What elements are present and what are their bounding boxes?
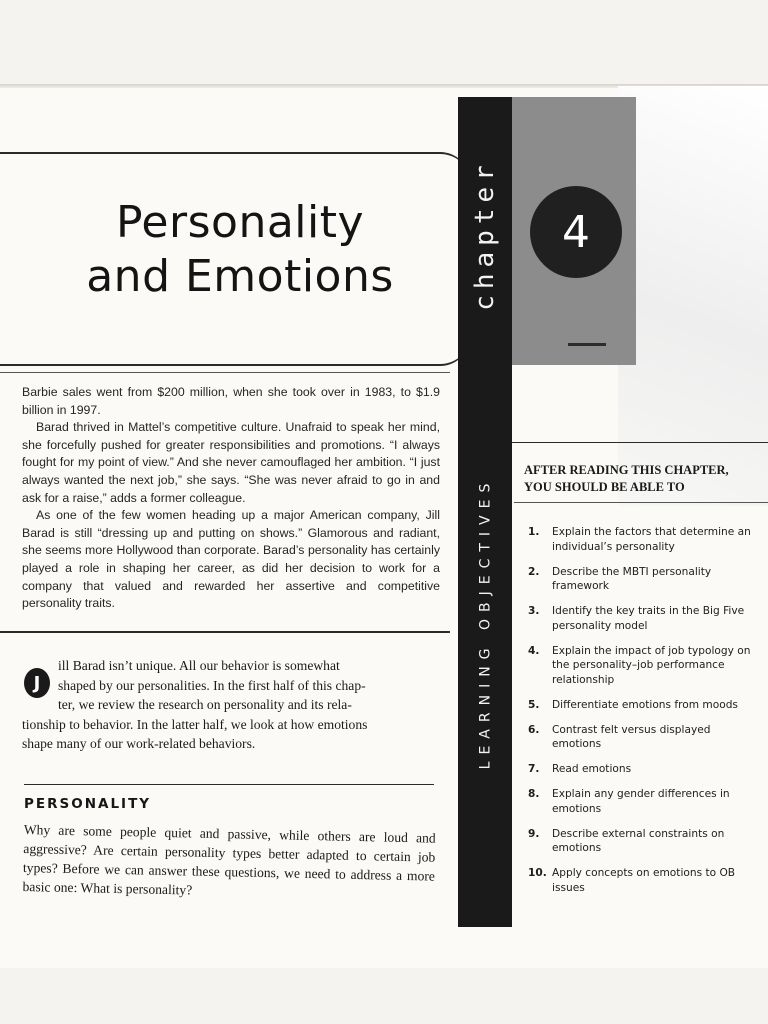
- intro-paragraph-1: Barbie sales went from $200 million, when she took over in 1983, to $1.9 billion in 1997.: [22, 385, 440, 417]
- objective-item: [524, 698, 760, 713]
- intro-paragraph-3: As one of the few women heading up a major American company, Jill Barad is still “dressing up and putting on shows.” Glamorous and radiant, she seems more Hollywood than corporate. Barad’s personality has certainly played a role in shaping her career, as did her decision to work for a company that valued and rewarded her assertive and competitive personality traits.: [22, 508, 440, 611]
- decorative-mark: [568, 343, 606, 346]
- objective-item: [524, 604, 760, 633]
- objective-number: 1.: [528, 526, 540, 538]
- objective-item: [524, 723, 760, 752]
- objective-text: Differentiate emotions from moods: [552, 698, 738, 711]
- intro-vignette: [22, 384, 440, 613]
- lead-line-1: ill Barad isn’t unique. All our behavior is somewhat: [58, 658, 340, 673]
- objectives-divider: [514, 502, 768, 503]
- learning-objectives-label-text: LEARNING OBJECTIVES: [477, 476, 493, 769]
- chapter-title-line-2: and Emotions: [86, 251, 394, 302]
- objective-text: Apply concepts on emotions to OB issues: [552, 867, 736, 894]
- learning-objectives-vertical-label: [462, 445, 508, 800]
- lead-line-4: tionship to behavior. In the latter half, we look at how emotions: [22, 716, 368, 732]
- section-rule: [24, 784, 434, 785]
- objective-item: [524, 762, 760, 777]
- lead-paragraph: [22, 656, 436, 754]
- objective-number: 10.: [528, 867, 547, 879]
- objective-number: 9.: [528, 827, 540, 840]
- lead-line-3: ter, we review the research on personality and its rela-: [58, 697, 352, 712]
- objectives-list: [524, 525, 760, 906]
- objective-number: 5.: [528, 698, 540, 711]
- chapter-title: [40, 196, 440, 304]
- objective-item: [524, 565, 760, 594]
- objective-number: 6.: [528, 723, 540, 736]
- chapter-number-badge: [530, 186, 622, 278]
- intro-paragraph-2: Barad thrived in Mattel’s competitive culture. Unafraid to speak her mind, she forcefully pushed for greater responsibilities and promotions. “I always fought for my point of view.” And she never camouflaged her ambition. “I just always wanted the next job,” she says. “She was never afraid to go in and ask for a raise,” adds a former colleague.: [22, 420, 440, 505]
- chapter-vertical-label: [462, 140, 508, 330]
- lead-line-2: shaped by our personalities. In the first half of this chap-: [58, 677, 366, 693]
- objectives-heading-line-1: AFTER READING THIS CHAPTER,: [524, 463, 729, 477]
- objective-text: Explain the impact of job typology on the personality–job performance relationship: [552, 644, 751, 686]
- chapter-number: 4: [562, 206, 590, 258]
- objective-item: [524, 866, 760, 895]
- objective-number: 2.: [528, 565, 540, 578]
- objective-item: [524, 827, 760, 856]
- objectives-heading-line-2: YOU SHOULD BE ABLE TO: [524, 480, 685, 494]
- objective-text: Read emotions: [552, 763, 632, 775]
- objective-text: Explain the factors that determine an individual’s personality: [552, 526, 751, 553]
- lead-line-5: shape many of our work-related behaviors.: [22, 736, 256, 751]
- objective-number: 7.: [528, 763, 540, 775]
- section-paragraph: Why are some people quiet and passive, while others are loud and aggressive? Are certain personality types better adapted to certain job types? Before we can answer these questions, we need to address a more basic one: What is personality?: [22, 821, 436, 898]
- objective-text: Describe external constraints on emotions: [552, 827, 725, 854]
- objective-text: Explain any gender differences in emotions: [552, 788, 730, 815]
- objective-number: 8.: [528, 788, 540, 800]
- objective-text: Describe the MBTI personality framework: [552, 565, 712, 592]
- objective-item: [524, 787, 760, 816]
- objective-item: [524, 525, 760, 554]
- dropcap-text: J: [33, 672, 41, 694]
- objective-number: 3.: [528, 605, 540, 617]
- chapter-label-text: chapter: [470, 159, 501, 311]
- objective-text: Identify the key traits in the Big Five personality model: [552, 605, 745, 632]
- objective-text: Contrast felt versus displayed emotions: [552, 723, 711, 750]
- objectives-heading: [524, 462, 760, 496]
- chapter-title-line-1: Personality: [115, 197, 365, 248]
- section-heading: PERSONALITY: [24, 796, 152, 812]
- objective-item: [524, 644, 760, 688]
- objective-number: 4.: [528, 644, 540, 657]
